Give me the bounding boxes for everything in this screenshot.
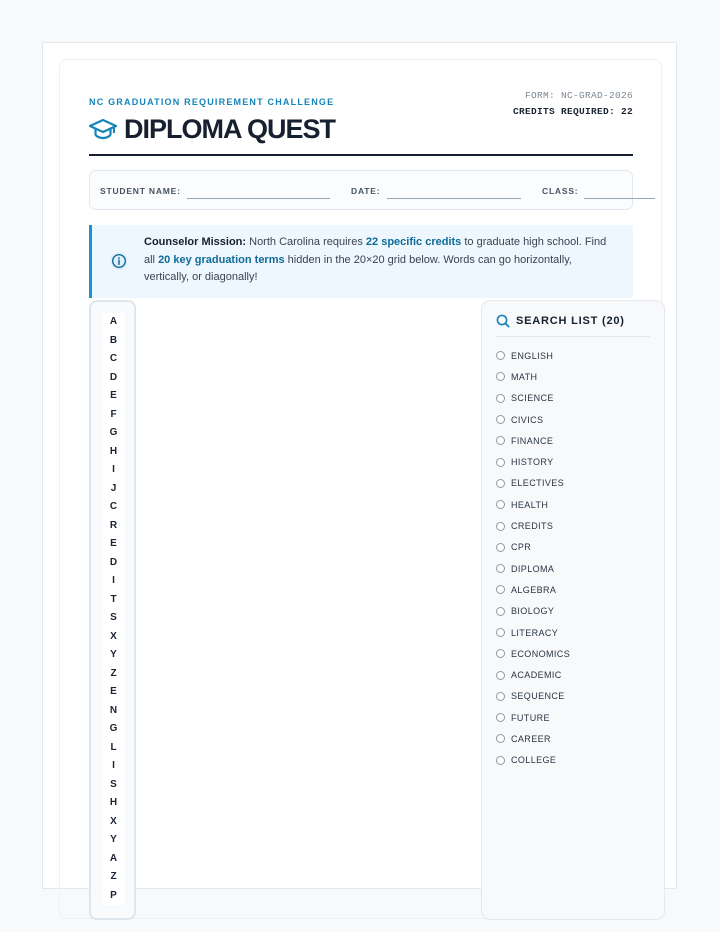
form-id: FORM: NC-GRAD-2026 bbox=[524, 90, 633, 101]
grid-letter[interactable]: I bbox=[112, 575, 115, 586]
search-word-label: CREDITS bbox=[511, 521, 554, 532]
word-checkbox[interactable] bbox=[496, 479, 505, 488]
word-checkbox[interactable] bbox=[496, 585, 505, 594]
kicker-text: NC GRADUATION REQUIREMENT CHALLENGE bbox=[89, 97, 335, 107]
grid-letter[interactable]: Z bbox=[110, 871, 117, 882]
student-name-label: STUDENT NAME: bbox=[100, 186, 181, 196]
title-divider bbox=[89, 154, 633, 156]
word-search-grid-area bbox=[144, 300, 476, 900]
worksheet-page bbox=[42, 42, 677, 901]
search-word-label: HEALTH bbox=[511, 499, 549, 510]
search-word-item[interactable] bbox=[496, 579, 570, 600]
grid-letter[interactable]: D bbox=[109, 556, 118, 568]
grid-letter[interactable]: H bbox=[109, 445, 118, 457]
search-word-label: ECONOMICS bbox=[511, 648, 571, 659]
word-checkbox[interactable] bbox=[496, 351, 505, 360]
search-word-item[interactable] bbox=[496, 473, 570, 494]
word-search-grid bbox=[89, 300, 136, 920]
credits-required: CREDITS REQUIRED: 22 bbox=[512, 106, 633, 117]
class-label: CLASS: bbox=[542, 186, 579, 196]
grid-letter[interactable]: A bbox=[109, 316, 118, 327]
word-checkbox[interactable] bbox=[496, 692, 505, 701]
word-checkbox[interactable] bbox=[496, 436, 505, 445]
grid-letter[interactable]: B bbox=[109, 334, 118, 346]
grid-letter[interactable]: E bbox=[110, 390, 117, 401]
search-word-label: ENGLISH bbox=[511, 350, 554, 361]
search-word-item[interactable] bbox=[496, 366, 570, 387]
mission-highlight-terms: 20 key graduation terms bbox=[158, 253, 285, 266]
search-word-item[interactable] bbox=[496, 345, 570, 366]
grid-letter[interactable]: P bbox=[110, 889, 117, 901]
word-checkbox[interactable] bbox=[496, 458, 505, 467]
mission-text bbox=[144, 234, 617, 287]
search-word-item[interactable] bbox=[496, 750, 570, 771]
grid-letter[interactable]: D bbox=[109, 371, 118, 383]
grid-letter[interactable]: X bbox=[110, 630, 117, 642]
word-checkbox[interactable] bbox=[496, 415, 505, 424]
grid-letter[interactable]: H bbox=[109, 797, 118, 808]
grid-letter[interactable]: T bbox=[110, 593, 117, 605]
search-word-label: BIOLOGY bbox=[511, 606, 555, 617]
grid-letter[interactable]: C bbox=[109, 353, 118, 364]
search-word-item[interactable] bbox=[496, 728, 570, 749]
search-word-label: MATH bbox=[511, 371, 538, 382]
search-icon bbox=[496, 314, 510, 328]
search-list-title: SEARCH LIST (20) bbox=[516, 315, 625, 327]
search-word-item[interactable] bbox=[496, 643, 570, 664]
search-word-label: SEQUENCE bbox=[511, 691, 565, 702]
mission-highlight-credits: 22 specific credits bbox=[365, 236, 462, 248]
search-word-label: FUTURE bbox=[511, 712, 550, 723]
grid-letter[interactable]: R bbox=[109, 519, 118, 531]
mission-text-1: North Carolina requires bbox=[246, 236, 366, 248]
date-field[interactable] bbox=[387, 198, 521, 199]
grid-letter[interactable]: S bbox=[110, 612, 117, 623]
grid-letter[interactable]: C bbox=[109, 501, 118, 512]
word-checkbox[interactable] bbox=[496, 734, 505, 743]
mission-text-2: to graduate high school. Find all bbox=[144, 236, 607, 266]
grid-letter[interactable]: Y bbox=[110, 834, 117, 845]
search-list-panel bbox=[481, 300, 665, 920]
search-word-item[interactable] bbox=[496, 686, 570, 707]
search-word-item[interactable] bbox=[496, 451, 570, 472]
search-word-item[interactable] bbox=[496, 430, 570, 451]
search-word-label: ACADEMIC bbox=[511, 670, 562, 681]
student-name-field[interactable] bbox=[187, 198, 330, 199]
word-checkbox[interactable] bbox=[496, 628, 505, 637]
info-icon bbox=[109, 251, 129, 271]
search-word-item[interactable] bbox=[496, 494, 570, 515]
word-checkbox[interactable] bbox=[496, 500, 505, 509]
student-info-box bbox=[89, 170, 633, 210]
word-checkbox[interactable] bbox=[496, 372, 505, 381]
word-checkbox[interactable] bbox=[496, 756, 505, 765]
search-word-item[interactable] bbox=[496, 707, 570, 728]
graduation-cap-icon bbox=[89, 118, 117, 140]
date-label: DATE: bbox=[351, 186, 381, 196]
word-checkbox[interactable] bbox=[496, 649, 505, 658]
search-word-label: HISTORY bbox=[511, 457, 554, 468]
grid-letter[interactable]: X bbox=[110, 815, 117, 827]
search-word-label: FINANCE bbox=[511, 435, 554, 446]
grid-letter[interactable]: G bbox=[109, 723, 118, 734]
class-field[interactable] bbox=[584, 198, 655, 199]
word-checkbox[interactable] bbox=[496, 671, 505, 680]
search-word-item[interactable] bbox=[496, 601, 570, 622]
search-word-label: SCIENCE bbox=[511, 393, 554, 404]
grid-letter[interactable]: Y bbox=[110, 649, 117, 660]
grid-letter[interactable]: E bbox=[110, 686, 117, 697]
grid-letter[interactable]: E bbox=[110, 538, 117, 549]
word-checkbox[interactable] bbox=[496, 607, 505, 616]
search-word-item[interactable] bbox=[496, 664, 570, 685]
search-word-label: CPR bbox=[511, 542, 532, 553]
grid-letter[interactable]: F bbox=[110, 408, 117, 420]
search-list-header bbox=[496, 314, 625, 328]
search-word-label: ALGEBRA bbox=[511, 584, 557, 595]
word-checkbox[interactable] bbox=[496, 543, 505, 552]
grid-letter[interactable]: N bbox=[109, 704, 118, 716]
grid-letter[interactable]: Z bbox=[110, 667, 117, 679]
word-checkbox[interactable] bbox=[496, 713, 505, 722]
grid-letter[interactable]: G bbox=[109, 427, 118, 438]
grid-letter[interactable]: J bbox=[110, 482, 117, 494]
search-word-label: CIVICS bbox=[511, 414, 544, 425]
title-row bbox=[89, 112, 335, 146]
worksheet-card bbox=[59, 59, 662, 919]
search-word-item[interactable] bbox=[496, 515, 570, 536]
search-word-list bbox=[496, 345, 570, 771]
search-word-item[interactable] bbox=[496, 409, 570, 430]
search-word-item[interactable] bbox=[496, 558, 570, 579]
word-checkbox[interactable] bbox=[496, 522, 505, 531]
grid-letter[interactable]: I bbox=[112, 464, 115, 475]
mission-text-3: hidden in the 20×20 grid below. Words can go horizontally, vertically, or diagonally! bbox=[144, 253, 572, 283]
word-checkbox[interactable] bbox=[496, 564, 505, 573]
search-list-divider bbox=[496, 336, 650, 337]
search-word-label: COLLEGE bbox=[511, 755, 557, 766]
mission-callout bbox=[89, 225, 633, 298]
grid-letter-column bbox=[102, 313, 125, 905]
search-word-label: ELECTIVES bbox=[511, 478, 565, 489]
search-word-item[interactable] bbox=[496, 537, 570, 558]
word-checkbox[interactable] bbox=[496, 394, 505, 403]
grid-letter[interactable]: S bbox=[110, 778, 117, 790]
search-word-item[interactable] bbox=[496, 622, 570, 643]
grid-letter[interactable]: L bbox=[110, 741, 117, 753]
page-title: DIPLOMA QUEST bbox=[124, 113, 336, 144]
search-word-label: LITERACY bbox=[511, 627, 559, 638]
grid-letter[interactable]: I bbox=[112, 760, 115, 771]
grid-letter[interactable]: A bbox=[109, 852, 118, 864]
mission-lead: Counselor Mission: bbox=[144, 236, 247, 248]
search-word-label: DIPLOMA bbox=[511, 563, 555, 574]
search-word-item[interactable] bbox=[496, 388, 570, 409]
search-word-label: CAREER bbox=[511, 733, 551, 744]
